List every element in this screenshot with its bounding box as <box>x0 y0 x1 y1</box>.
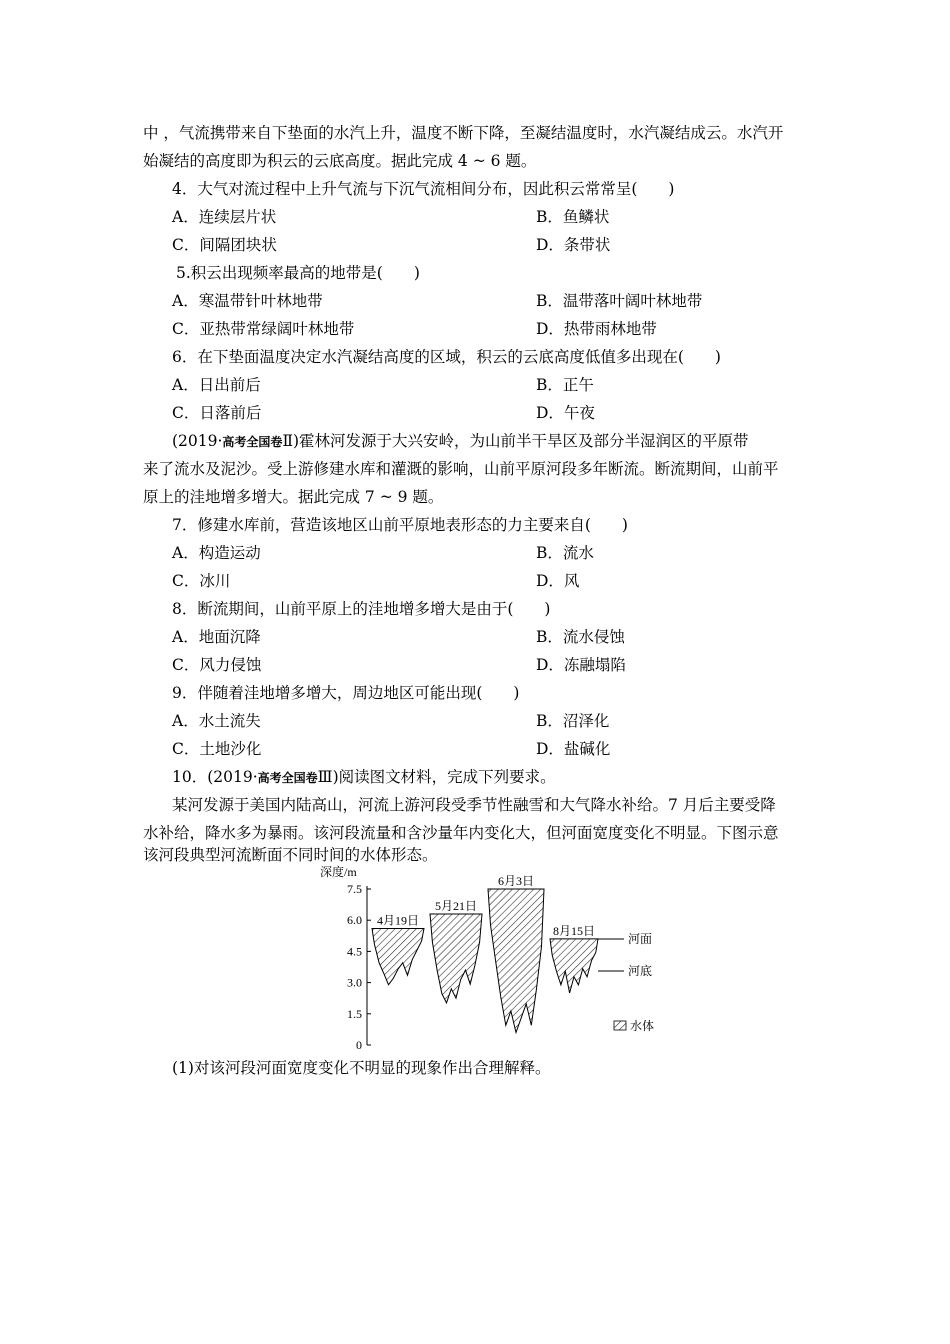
q7-option-d: D．风 <box>536 572 580 590</box>
question-7-stem: 7．修建水库前，营造该地区山前平原地表形态的力主要来自( ) <box>172 516 628 534</box>
q7-option-b: B．流水 <box>536 544 594 562</box>
q5-option-b: B．温带落叶阔叶林地带 <box>536 292 703 310</box>
source-exam-name: 高考全国卷 <box>222 435 283 449</box>
q4-option-d: D．条带状 <box>536 236 611 254</box>
q6-option-c: C．日落前后 <box>172 404 262 422</box>
q4-option-b: B．鱼鳞状 <box>536 208 610 226</box>
intro-line-1: 中 ，气流携带来自下垫面的水汽上升，温度不断下降，至凝结温度时，水汽凝结成云。水汽开 <box>143 124 784 142</box>
q9-option-d: D．盐碱化 <box>536 740 611 758</box>
q4-option-a: A．连续层片状 <box>172 208 277 226</box>
q9-option-b: B．沼泽化 <box>536 712 610 730</box>
river-section-figure <box>318 864 678 1056</box>
source-prefix: (2019· <box>172 432 223 450</box>
question-9-stem: 9．伴随着洼地增多增大，周边地区可能出现( ) <box>172 684 520 702</box>
q10-material-line-3: 该河段典型河流断面不同时间的水体形态。 <box>143 846 438 864</box>
question-6-stem: 6．在下垫面温度决定水汽凝结高度的区域，积云的云底高度低值多出现在( ) <box>172 348 721 366</box>
section-date-label: 6月3日 <box>497 874 535 888</box>
q10-exam-name: 高考全国卷 <box>257 771 318 785</box>
q10-prefix: 10．(2019· <box>172 768 258 786</box>
passage-2-line-3: 原上的洼地增多增大。据此完成 7 ~ 9 题。 <box>143 488 444 506</box>
water-body-section <box>488 889 544 1033</box>
section-date-label: 8月15日 <box>552 923 596 938</box>
q7-option-c: C．冰川 <box>172 572 231 590</box>
y-tick-label: 1.5 <box>347 1006 362 1021</box>
q6-option-b: B．正午 <box>536 376 594 394</box>
y-tick-label: 3.0 <box>347 975 362 990</box>
river-sections <box>372 874 598 1033</box>
intro-line-2: 始凝结的高度即为积云的云底高度。据此完成 4 ~ 6 题。 <box>143 152 537 170</box>
water-body-section <box>372 929 424 985</box>
q10-material-line-1: 某河发源于美国内陆高山，河流上游河段受季节性融雪和大气降水补给。7 月后主要受降 <box>172 796 776 814</box>
river-section-chart <box>318 864 678 1056</box>
water-body-section <box>430 914 482 1003</box>
surface-annotation: 河面 <box>628 932 653 946</box>
q6-option-d: D．午夜 <box>536 404 595 422</box>
question-5-stem: 5.积云出现频率最高的地带是( ) <box>176 264 420 282</box>
q8-option-a: A．地面沉降 <box>172 628 261 646</box>
y-tick-label: 0 <box>356 1038 362 1052</box>
q10-material-line-2: 水补给，降水多为暴雨。该河段流量和含沙量年内变化大，但河面宽度变化不明显。下图示意 <box>143 824 779 842</box>
q7-option-a: A．构造运动 <box>172 544 261 562</box>
section-date-label: 4月19日 <box>376 913 420 928</box>
q8-option-b: B．流水侵蚀 <box>536 628 625 646</box>
legend-swatch <box>614 1021 626 1030</box>
passage-2-line-1 <box>172 431 749 452</box>
y-tick-label: 4.5 <box>347 944 362 959</box>
q5-option-a: A．寒温带针叶林地带 <box>172 292 323 310</box>
y-axis-label: 深度/m <box>320 865 357 879</box>
source-suffix: Ⅱ)霍林河发源于大兴安岭，为山前半干旱区及部分半湿润区的平原带 <box>282 432 749 450</box>
y-tick-label: 7.5 <box>347 882 362 896</box>
q10-subquestion-1: (1)对该河段河面宽度变化不明显的现象作出合理解释。 <box>172 1059 551 1077</box>
q8-option-c: C．风力侵蚀 <box>172 656 262 674</box>
q8-option-d: D．冻融塌陷 <box>536 656 626 674</box>
passage-2-line-2: 来了流水及泥沙。受上游修建水库和灌溉的影响，山前平原河段多年断流。断流期间，山前平 <box>143 460 779 478</box>
q4-option-c: C．间隔团块状 <box>172 236 277 254</box>
q5-option-d: D．热带雨林地带 <box>536 320 657 338</box>
section-date-label: 5月21日 <box>434 898 478 913</box>
q5-option-c: C．亚热带常绿阔叶林地带 <box>172 320 355 338</box>
bed-annotation: 河底 <box>628 964 653 978</box>
water-body-section <box>550 939 598 993</box>
question-4-stem: 4．大气对流过程中上升气流与下沉气流相间分布，因此积云常常呈( ) <box>172 180 675 198</box>
y-tick-label: 6.0 <box>347 913 362 928</box>
question-8-stem: 8．断流期间，山前平原上的洼地增多增大是由于( ) <box>172 600 551 618</box>
q6-option-a: A．日出前后 <box>172 376 261 394</box>
q9-option-a: A．水土流失 <box>172 712 261 730</box>
question-10-stem <box>172 767 556 788</box>
q10-suffix: Ⅲ)阅读图文材料，完成下列要求。 <box>317 768 556 786</box>
legend-label: 水体 <box>630 1019 655 1033</box>
q9-option-c: C．土地沙化 <box>172 740 262 758</box>
